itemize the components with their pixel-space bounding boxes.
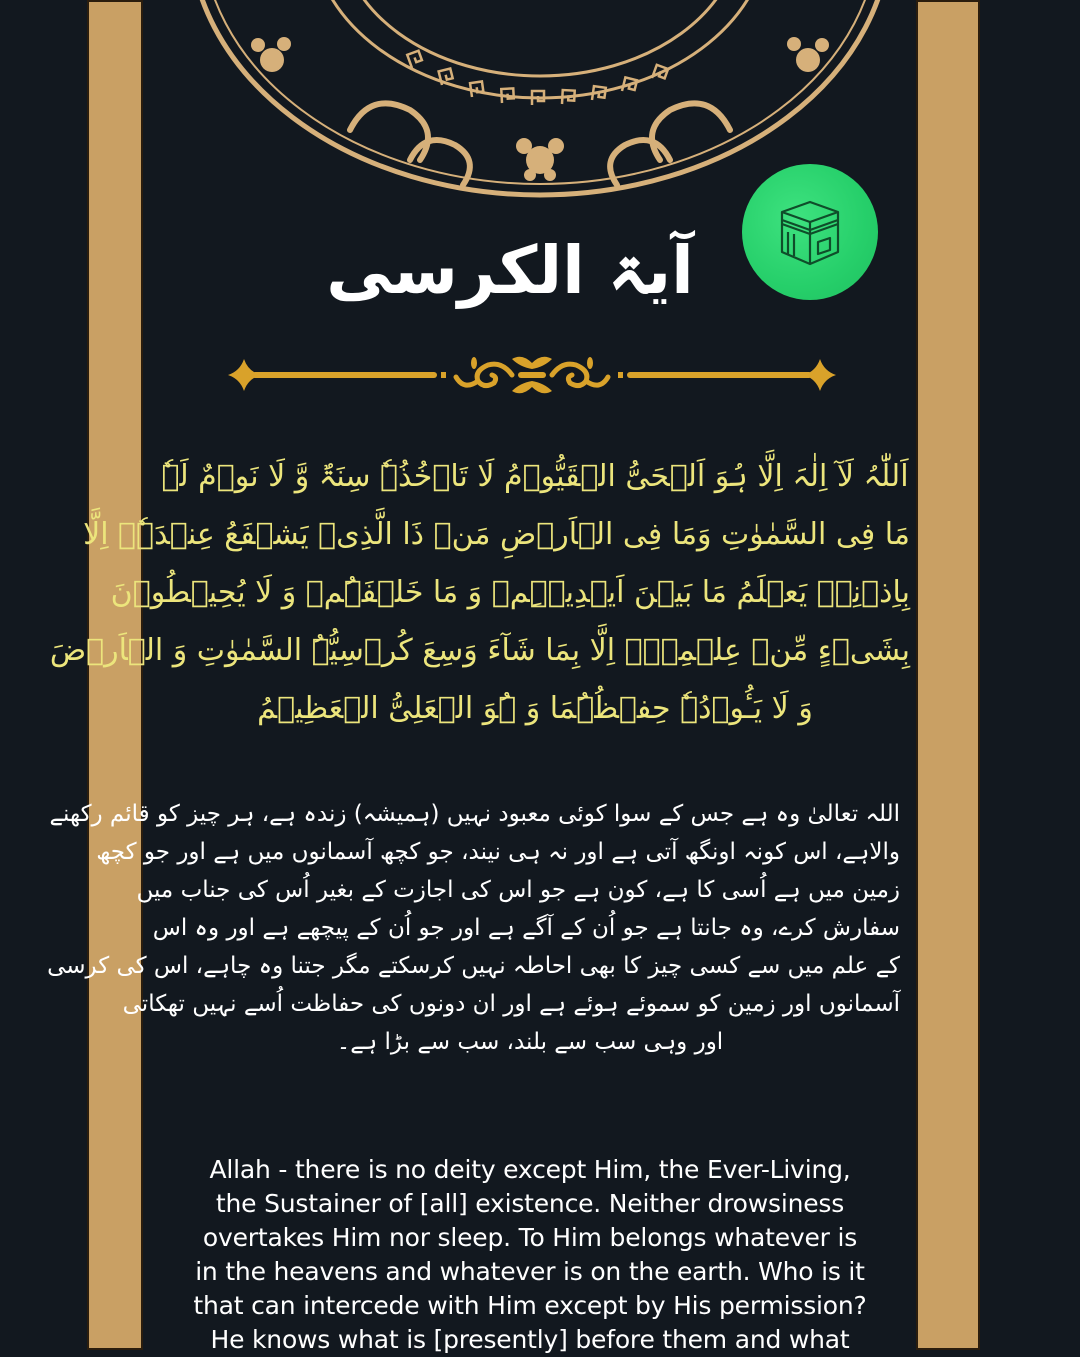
- arabic-verse-line: اَللّٰہُ لَآ اِلٰہَ اِلَّا ہُوَ اَلۡحَیُّ الۡقَیُّوۡمُ لَا تَاۡخُذُہٗ سِنَۃٌ وَّ لَا نَوۡمٌ لَہٗ: [161, 459, 909, 494]
- right-gold-border: [916, 0, 980, 1350]
- english-translation: [150, 1153, 910, 1357]
- scroll-divider-icon: [212, 345, 852, 405]
- urdu-translation-line: سفارش کرے، وہ جانتا ہے جو اُن کے آگے ہے اور جو اُن کے پیچھے ہے اور وہ اس: [152, 915, 900, 941]
- kaaba-icon: [768, 190, 852, 274]
- english-translation-line: the Sustainer of [all] existence. Neither drowsiness: [215, 1189, 845, 1218]
- arabic-verse: [49, 448, 910, 738]
- arabic-verse-line: مَا فِی السَّمٰوٰتِ وَمَا فِی الۡاَرۡضِ مَنۡ ذَا الَّذِیۡ یَشۡفَعُ عِنۡدَہٗۤ اِلَّا: [83, 517, 910, 552]
- english-translation-line: that can intercede with Him except by His permission?: [193, 1291, 867, 1320]
- urdu-translation-line: آسمانوں اور زمین کو سموئے ہوئے ہے اور ان دونوں کی حفاظت اُسے نہیں تھکاتی: [122, 991, 900, 1017]
- english-translation-line: Allah - there is no deity except Him, the Ever-Living,: [209, 1155, 851, 1184]
- kaaba-badge: [742, 164, 878, 300]
- arabic-verse-line: بِشَیۡءٍ مِّنۡ عِلۡمِہٖۤ اِلَّا بِمَا شَآءَ وَسِعَ کُرۡسِیُّہُ السَّمٰوٰتِ وَ الۡاَرۡضَ: [49, 633, 910, 668]
- urdu-translation-line: اللہ تعالیٰ وہ ہے جس کے سوا کوئی معبود نہیں (ہمیشہ) زندہ ہے، ہر چیز کو قائم رکھنے: [49, 801, 900, 827]
- english-translation-line: in the heavens and whatever is on the earth. Who is it: [195, 1257, 865, 1286]
- english-translation-line: He knows what is [presently] before them and what: [210, 1325, 850, 1354]
- arabic-verse-line: بِاِذۡنِہٖ یَعۡلَمُ مَا بَیۡنَ اَیۡدِیۡہِمۡ وَ مَا خَلۡفَہُمۡ وَ لَا یُحِیۡطُوۡنَ: [110, 575, 910, 610]
- urdu-translation-line: والاہے، اس کونہ اونگھ آتی ہے اور نہ ہی نیند، جو کچھ آسمانوں میں ہے اور جو کچھ: [96, 839, 900, 865]
- urdu-translation: [47, 795, 900, 1061]
- page-title: آیۃ الکرسی: [326, 232, 694, 309]
- arabic-verse-line: وَ لَا یَـُٔوۡدُہٗ حِفۡظُہُمَا وَ ہُوَ الۡعَلِیُّ الۡعَظِیۡمُ: [257, 691, 813, 726]
- urdu-translation-line: کے علم میں سے کسی چیز کا بھی احاطہ نہیں کرسکتے مگر جتنا وہ چاہے، اس کی کرسی: [47, 953, 900, 979]
- urdu-translation-line: زمین میں ہے اُسی کا ہے، کون ہے جو اس کی اجازت کے بغیر اُس کی جناب میں: [136, 877, 900, 903]
- english-translation-line: overtakes Him nor sleep. To Him belongs whatever is: [202, 1223, 858, 1252]
- urdu-translation-line: اور وہی سب سے بلند، سب سے بڑا ہے۔: [336, 1029, 724, 1055]
